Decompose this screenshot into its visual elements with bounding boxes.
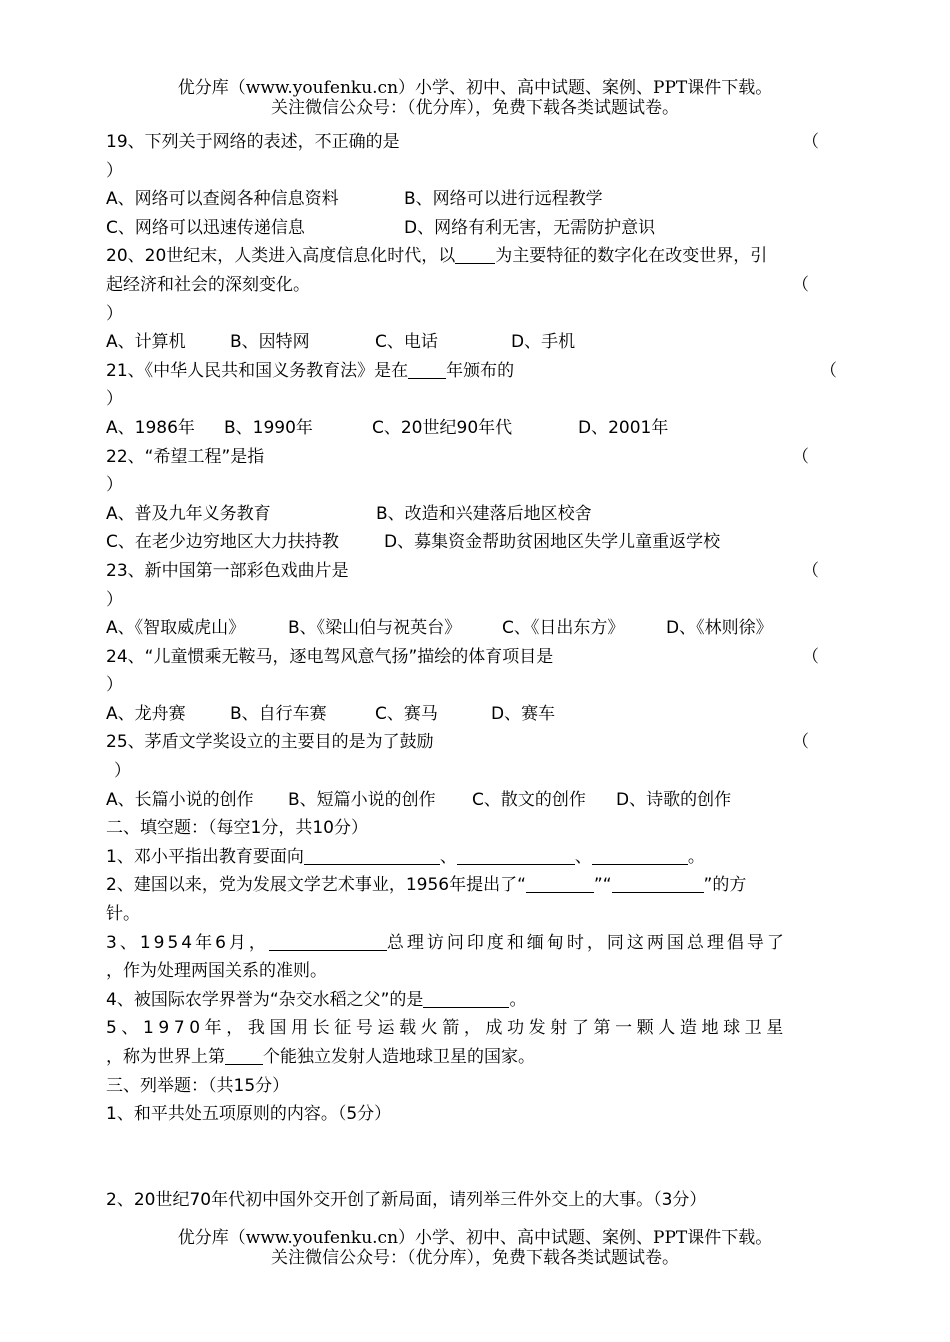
q23-answer-close: ） bbox=[106, 589, 123, 610]
q20-close-line bbox=[106, 300, 846, 329]
fill-3-text-a: 3、1954年6月， bbox=[106, 932, 269, 953]
fill-1-line bbox=[106, 843, 846, 872]
answer-space-1 bbox=[106, 1129, 846, 1158]
q20-option-b: B、因特网 bbox=[230, 332, 310, 353]
q20-blank bbox=[455, 245, 495, 264]
q25-option-a: A、长篇小说的创作 bbox=[106, 789, 254, 810]
q22-options-ab bbox=[106, 500, 846, 529]
q22-answer-close: ） bbox=[106, 475, 123, 496]
fill-3-line bbox=[106, 929, 846, 958]
q23-close-line bbox=[106, 586, 846, 615]
footer-line-2: 关注微信公众号：（优分库），免费下载各类试题试卷。 bbox=[271, 1248, 679, 1268]
q19-options-ab bbox=[106, 185, 846, 214]
q21-options bbox=[106, 414, 846, 443]
q21-stem-part-b: 年颁布的 bbox=[446, 360, 515, 381]
list-2-text: 2、20世纪70年代初中国外交开创了新局面，请列举三件外交上的大事。（3分） bbox=[106, 1189, 707, 1210]
q23-stem: 23、新中国第一部彩色戏曲片是 bbox=[106, 560, 349, 581]
q25-answer-open: （ bbox=[792, 732, 809, 753]
q19-option-d: D、网络有利无害，无需防护意识 bbox=[404, 217, 656, 238]
fill-2-blank-2 bbox=[612, 874, 704, 893]
q23-option-b: B、《梁山伯与祝英台》 bbox=[288, 618, 462, 639]
q22-options-cd bbox=[106, 528, 846, 557]
q22-stem-line bbox=[106, 443, 846, 472]
fill-2-text-mid: ”“ bbox=[593, 875, 612, 896]
section-fill-heading: 二、填空题：（每空1分，共10分） bbox=[106, 818, 368, 839]
q25-answer-close: ） bbox=[114, 761, 131, 782]
fill-1-blank-2 bbox=[457, 846, 575, 865]
page-header bbox=[0, 78, 950, 118]
fill-2-line bbox=[106, 871, 846, 900]
q19-option-a: A、网络可以查阅各种信息资料 bbox=[106, 189, 339, 210]
q21-stem-line bbox=[106, 357, 846, 386]
q20-stem-part-a: 20、20世纪末，人类进入高度信息化时代，以 bbox=[106, 246, 456, 267]
q21-answer-open: （ bbox=[820, 360, 837, 381]
fill-3-blank-1 bbox=[269, 932, 387, 951]
fill-3-line-2 bbox=[106, 957, 846, 986]
fill-2-text-c: 针。 bbox=[106, 904, 140, 925]
q21-close-line bbox=[106, 385, 846, 414]
section-list-title bbox=[106, 1072, 846, 1101]
fill-4-end: 。 bbox=[509, 989, 527, 1010]
fill-4-text: 4、被国际农学界誉为“杂交水稻之父”的是 bbox=[106, 989, 424, 1010]
q24-option-b: B、自行车赛 bbox=[230, 703, 327, 724]
fill-3-text-b: 总理访问印度和缅甸时，同这两国总理倡导了 bbox=[386, 932, 787, 953]
q20-option-d: D、手机 bbox=[511, 332, 576, 353]
header-line-2: 关注微信公众号：（优分库），免费下载各类试题试卷。 bbox=[271, 98, 679, 118]
q22-stem: 22、“希望工程”是指 bbox=[106, 446, 265, 467]
q22-option-b: B、改造和兴建落后地区校舍 bbox=[376, 503, 592, 524]
fill-5-line-2 bbox=[106, 1043, 846, 1072]
q23-stem-line bbox=[106, 557, 846, 586]
fill-1-sep-1: 、 bbox=[439, 846, 457, 867]
q25-stem: 25、茅盾文学奖设立的主要目的是为了鼓励 bbox=[106, 732, 434, 753]
fill-5-line bbox=[106, 1014, 846, 1043]
q25-options bbox=[106, 786, 846, 815]
fill-2-line-2 bbox=[106, 900, 846, 929]
list-1-text: 1、和平共处五项原则的内容。（5分） bbox=[106, 1104, 392, 1125]
q21-answer-close: ） bbox=[106, 389, 123, 410]
list-1-line bbox=[106, 1100, 846, 1129]
q19-answer-close: ） bbox=[106, 160, 123, 181]
q24-answer-close: ） bbox=[106, 675, 123, 696]
section-fill-title bbox=[106, 814, 846, 843]
q22-close-line bbox=[106, 471, 846, 500]
q20-stem-part-c: 起经济和社会的深刻变化。 bbox=[106, 274, 310, 295]
q23-option-a: A、《智取威虎山》 bbox=[106, 618, 246, 639]
q22-option-a: A、普及九年义务教育 bbox=[106, 503, 271, 524]
fill-2-blank-1 bbox=[526, 874, 594, 893]
fill-5-text-c: 个能独立发射人造地球卫星的国家。 bbox=[263, 1047, 535, 1067]
q20-option-c: C、电话 bbox=[375, 332, 438, 353]
q21-option-a: A、1986年 bbox=[106, 417, 195, 438]
fill-2-text-a: 2、建国以来，党为发展文学艺术事业，1956年提出了“ bbox=[106, 875, 526, 896]
fill-3-text-c: ，作为处理两国关系的准则。 bbox=[106, 961, 327, 982]
fill-1-blank-1 bbox=[304, 846, 440, 865]
q21-blank bbox=[408, 360, 446, 379]
q25-option-b: B、短篇小说的创作 bbox=[288, 789, 436, 810]
footer-line-1: 优分库（www.youfenku.cn）小学、初中、高中试题、案例、PPT课件下载。 bbox=[177, 1228, 773, 1248]
q20-stem-line-2 bbox=[106, 271, 846, 300]
q24-options bbox=[106, 700, 846, 729]
q19-stem-line bbox=[106, 128, 846, 157]
q24-option-d: D、赛车 bbox=[491, 703, 556, 724]
q19-close-line bbox=[106, 157, 846, 186]
q19-answer-open: （ bbox=[802, 132, 819, 152]
page-footer bbox=[0, 1228, 950, 1268]
q24-option-c: C、赛马 bbox=[375, 703, 438, 724]
q20-option-a: A、计算机 bbox=[106, 332, 186, 353]
q19-stem: 19、下列关于网络的表述，不正确的是 bbox=[106, 132, 400, 152]
q25-stem-line bbox=[106, 728, 846, 757]
q21-option-c: C、20世纪90年代 bbox=[372, 417, 513, 438]
exam-content bbox=[106, 128, 846, 1215]
q20-stem-line-1 bbox=[106, 242, 846, 271]
q25-option-d: D、诗歌的创作 bbox=[616, 789, 732, 810]
q23-answer-open: （ bbox=[802, 560, 819, 581]
q21-stem-part-a: 21、《中华人民共和国义务教育法》是在 bbox=[106, 360, 409, 381]
q20-stem-part-b: 为主要特征的数字化在改变世界，引 bbox=[495, 246, 768, 267]
q22-answer-open: （ bbox=[792, 446, 809, 467]
q22-option-d: D、募集资金帮助贫困地区失学儿童重返学校 bbox=[384, 532, 721, 553]
fill-5-text-a: 5、1970年，我国用长征号运载火箭，成功发射了第一颗人造地球卫星 bbox=[106, 1018, 788, 1039]
q25-close-line bbox=[106, 757, 846, 786]
q19-option-c: C、网络可以迅速传递信息 bbox=[106, 217, 305, 238]
q21-option-d: D、2001年 bbox=[578, 417, 669, 438]
header-line-1: 优分库（www.youfenku.cn）小学、初中、高中试题、案例、PPT课件下载。 bbox=[177, 78, 773, 98]
fill-5-blank bbox=[225, 1046, 263, 1065]
fill-5-text-b: ，称为世界上第 bbox=[106, 1047, 225, 1067]
fill-1-end: 。 bbox=[687, 846, 705, 867]
q24-close-line bbox=[106, 671, 846, 700]
answer-space-2 bbox=[106, 1157, 846, 1186]
section-list-heading: 三、列举题：（共15分） bbox=[106, 1075, 290, 1096]
q21-option-b: B、1990年 bbox=[224, 417, 313, 438]
q23-option-d: D、《林则徐》 bbox=[666, 618, 773, 639]
fill-2-text-b: ”的方 bbox=[703, 875, 747, 896]
q19-option-b: B、网络可以进行远程教学 bbox=[404, 189, 603, 210]
q20-options bbox=[106, 328, 846, 357]
q20-answer-open: （ bbox=[792, 274, 809, 295]
list-2-line bbox=[106, 1186, 846, 1215]
fill-1-blank-3 bbox=[592, 846, 688, 865]
q24-answer-open: （ bbox=[802, 646, 819, 667]
fill-4-blank bbox=[423, 989, 509, 1008]
q24-stem: 24、“儿童惯乘无鞍马，逐电驾风意气扬”描绘的体育项目是 bbox=[106, 646, 554, 667]
q24-option-a: A、龙舟赛 bbox=[106, 703, 186, 724]
q24-stem-line bbox=[106, 643, 846, 672]
q20-answer-close: ） bbox=[106, 303, 123, 324]
q23-options bbox=[106, 614, 846, 643]
fill-1-sep-2: 、 bbox=[574, 846, 592, 867]
q23-option-c: C、《日出东方》 bbox=[502, 618, 625, 639]
fill-1-text: 1、邓小平指出教育要面向 bbox=[106, 846, 304, 867]
q19-options-cd bbox=[106, 214, 846, 243]
fill-4-line bbox=[106, 986, 846, 1015]
q22-option-c: C、在老少边穷地区大力扶持教 bbox=[106, 532, 339, 553]
q25-option-c: C、散文的创作 bbox=[472, 789, 586, 810]
